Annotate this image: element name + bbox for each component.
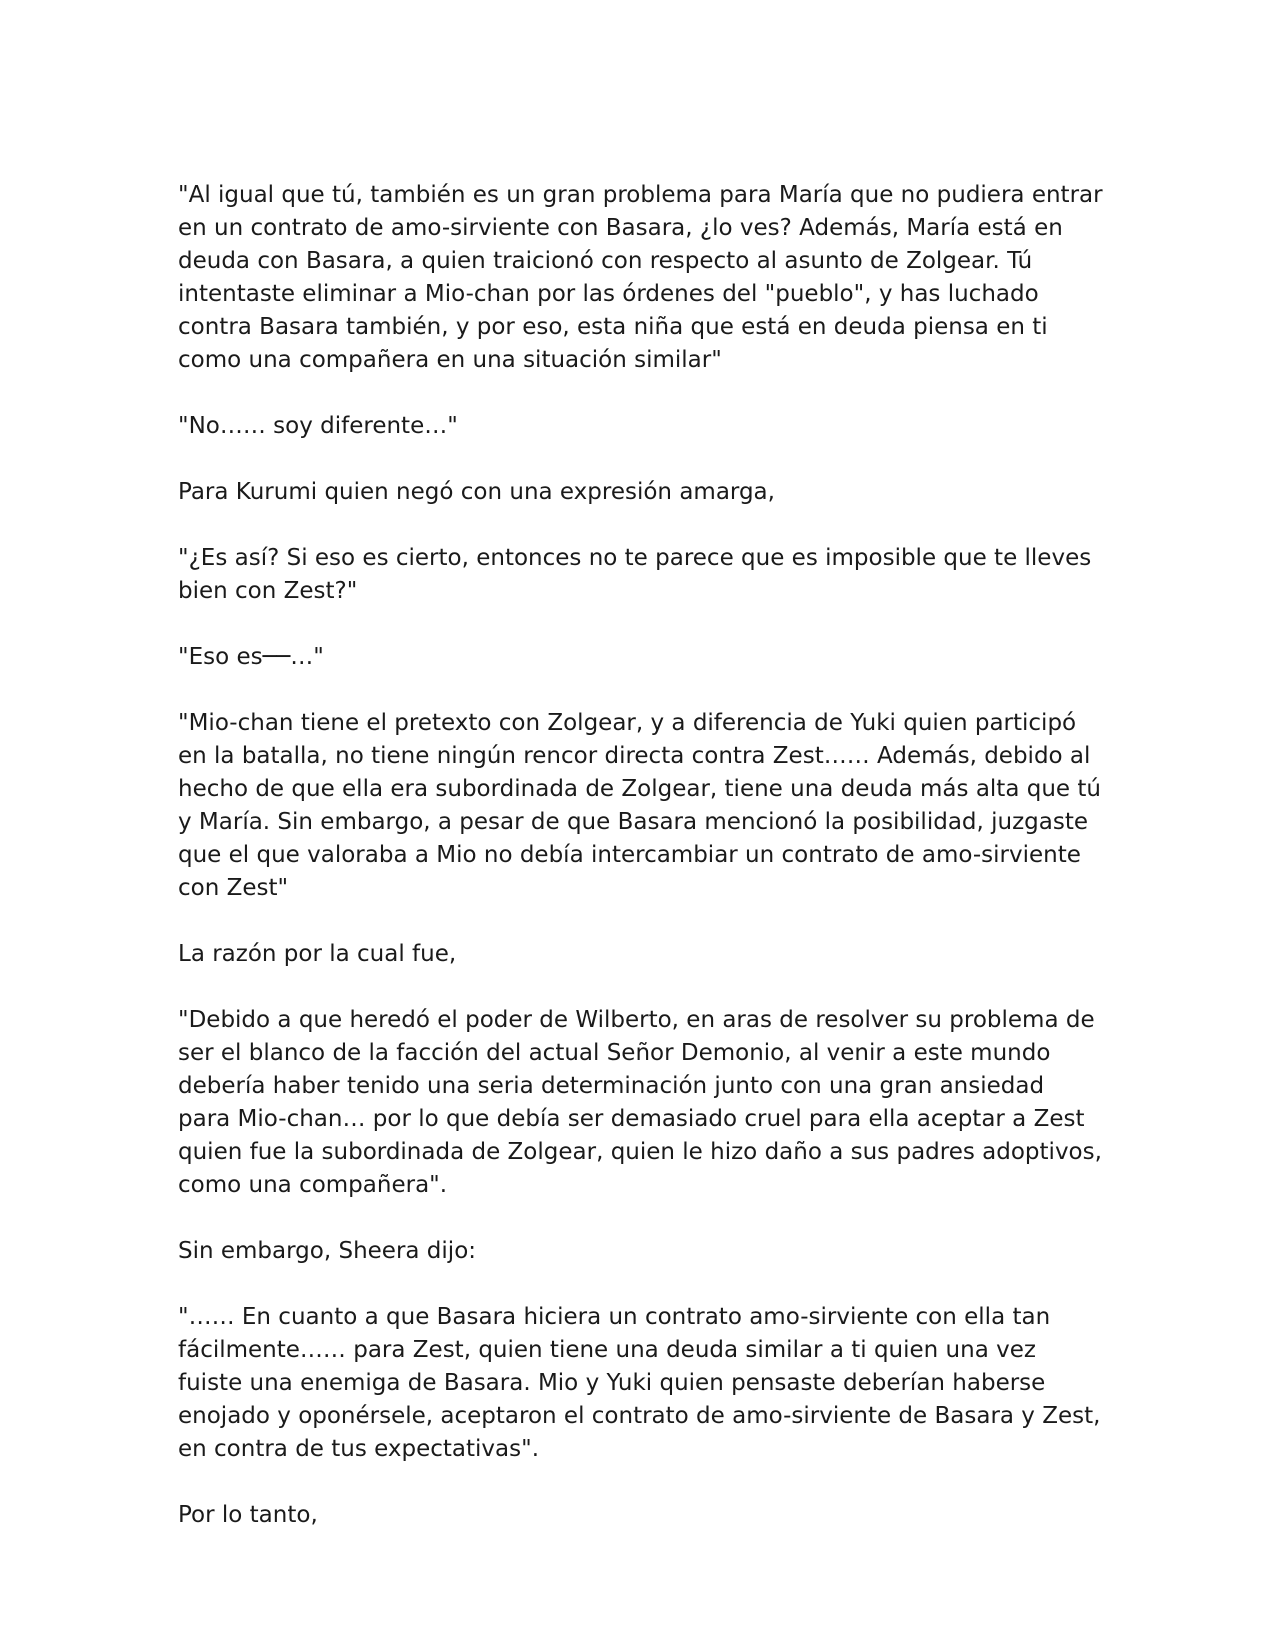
paragraph-4: "¿Es así? Si eso es cierto, entonces no te parece que es imposible que te lleves bien con Zest?" <box>178 545 1092 604</box>
paragraph-7: La razón por la cual fue, <box>178 941 457 967</box>
paragraph-2: "No…… soy diferente…" <box>178 413 458 439</box>
paragraph-9: Sin embargo, Sheera dijo: <box>178 1238 477 1264</box>
paragraph-8: "Debido a que heredó el poder de Wilberto, en aras de resolver su problema de ser el blanco de la facción del actual Señor Demonio, al venir a este mundo debería haber tenido una seria determinación junto con una gran ansiedad para Mio-chan… por lo que debía ser demasiado cruel para ella aceptar a Zest quien fue la subordinada de Zolgear, quien le hizo daño a sus padres adoptivos, como una compañera". <box>178 1007 1102 1198</box>
paragraph-5: "Eso es──…" <box>178 644 324 670</box>
paragraph-3: Para Kurumi quien negó con una expresión amarga, <box>178 479 775 505</box>
paragraph-10: "…… En cuanto a que Basara hiciera un contrato amo-sirviente con ella tan fácilmente…… para Zest, quien tiene una deuda similar a ti quien una vez fuiste una enemiga de Basara. Mio y Yuki quien pensaste deberían haberse enojado y oponérsele, aceptaron el contrato de amo-sirviente de Basara y Zest, en contra de tus expectativas". <box>178 1304 1101 1462</box>
paragraph-11: Por lo tanto, <box>178 1502 318 1528</box>
document-body <box>178 179 1103 1532</box>
paragraph-1: "Al igual que tú, también es un gran problema para María que no pudiera entrar en un contrato de amo-sirviente con Basara, ¿lo ves? Además, María está en deuda con Basara, a quien traicionó con respecto al asunto de Zolgear. Tú intentaste eliminar a Mio-chan por las órdenes del "pueblo", y has luchado contra Basara también, y por eso, esta niña que está en deuda piensa en ti como una compañera en una situación similar" <box>178 182 1103 373</box>
paragraph-6: "Mio-chan tiene el pretexto con Zolgear, y a diferencia de Yuki quien participó en la batalla, no tiene ningún rencor directa contra Zest…… Además, debido al hecho de que ella era subordinada de Zolgear, tiene una deuda más alta que tú y María. Sin embargo, a pesar de que Basara mencionó la posibilidad, juzgaste que el que valoraba a Mio no debía intercambiar un contrato de amo-sirviente con Zest" <box>178 710 1101 901</box>
